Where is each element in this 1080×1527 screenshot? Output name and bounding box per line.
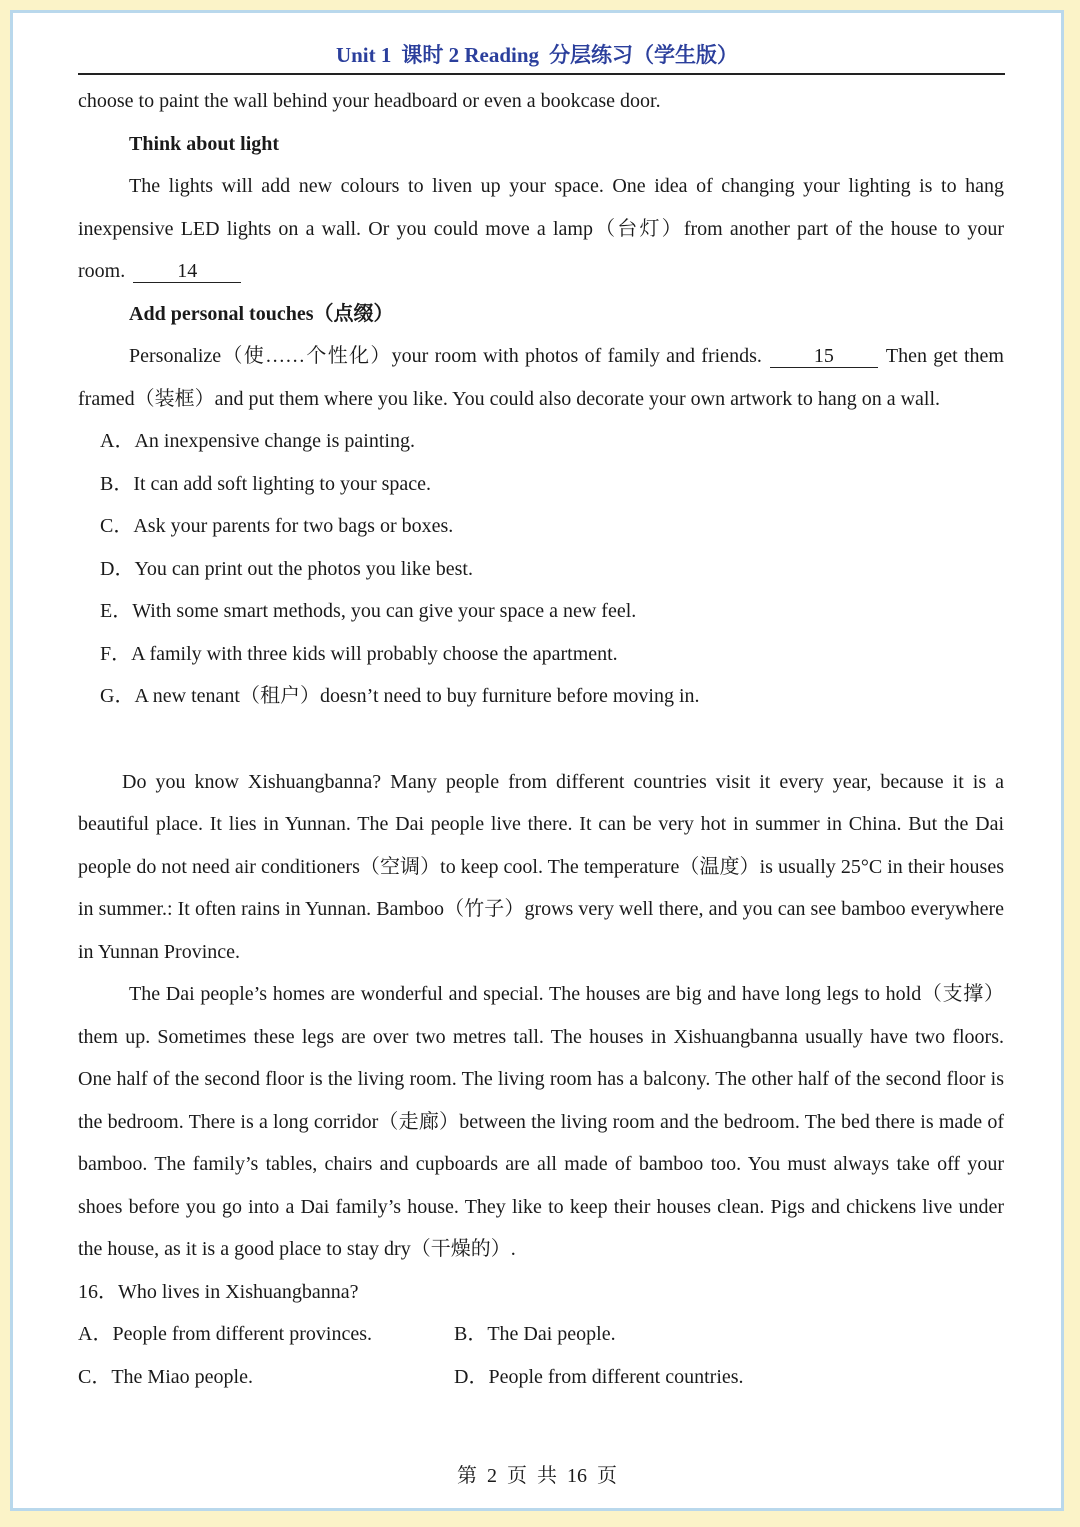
light-text: The lights will add new colours to liven up your space. One idea of changing your lighting is to hang inexpensive LED lights on a wall. Or you could move a lamp（台灯）from another part of the house to your room.: [78, 175, 1004, 282]
footer-di: 第: [457, 1465, 477, 1487]
option-text: A new tenant（租户）doesn’t need to buy furniture before moving in.: [134, 685, 700, 707]
q16-option-b[interactable]: B．The Dai people.: [454, 1323, 616, 1345]
option-letter: G．: [100, 685, 135, 707]
option-text: A family with three kids will probably choose the apartment.: [131, 642, 618, 665]
question16-options-row1: [78, 1313, 1004, 1356]
option-g: [78, 675, 1004, 718]
option-text: With some smart methods, you can give your space a new feel.: [132, 600, 637, 622]
option-letter: E．: [100, 600, 133, 622]
page-content: [78, 80, 1004, 1398]
passage1-continuation: choose to paint the wall behind your headboard or even a bookcase door.: [78, 90, 661, 112]
option-text: Ask your parents for two bags or boxes.: [133, 515, 454, 537]
option-text: It can add soft lighting to your space.: [133, 472, 432, 495]
option-text: You can print out the photos you like best.: [134, 557, 473, 580]
header-unit: Unit 1: [335, 43, 392, 67]
option-text: An inexpensive change is painting.: [134, 430, 415, 452]
document-page: [10, 10, 1064, 1511]
option-c: [78, 505, 1004, 548]
page-header: [13, 39, 1061, 69]
blank-14[interactable]: 14: [133, 260, 241, 283]
q16-option-c[interactable]: C．The Miao people.: [78, 1365, 253, 1388]
light-heading: Think about light: [129, 132, 280, 155]
passage2-paragraph2: The Dai people’s homes are wonderful and special. The houses are big and have long legs to hold（支撑）them up. Sometimes these legs are over two metres tall. The houses in Xishuangbanna usually have two floors. One half of the second floor is the living room. The living room has a balcony. The other half of the second floor is the bedroom. There is a long corridor（走廊）between the living room and the bedroom. The bed there is made of bamboo. The family’s tables, chairs and cupboards are all made of bamboo too. You must always take off your shoes before you go into a Dai family’s house. They like to keep their houses clean. Pigs and chickens live under the house, as it is a good place to stay dry（干燥的）.: [78, 983, 1004, 1260]
option-letter: C．: [100, 515, 134, 537]
option-letter: A．: [100, 430, 135, 452]
section-spacer: [78, 718, 1004, 761]
option-d: [78, 548, 1004, 591]
option-a: [78, 420, 1004, 463]
footer-page-number: 2: [487, 1465, 497, 1487]
footer-ye: 页: [597, 1465, 617, 1487]
touches-before: Personalize（使……个性化）your room with photos of family and friends.: [129, 345, 762, 367]
header-subtitle: 分层练习（学生版）: [549, 43, 739, 67]
footer-ye: 页: [507, 1465, 527, 1487]
option-letter: B．: [100, 472, 134, 495]
page-footer: [13, 1459, 1061, 1488]
options-list: [78, 420, 1004, 718]
header-lesson: 课时 2 Reading: [401, 43, 540, 67]
option-letter: D．: [100, 557, 135, 580]
touches-paragraph: [78, 335, 1004, 420]
blank-15[interactable]: 15: [770, 345, 878, 368]
q16-option-d[interactable]: D．People from different countries.: [454, 1365, 744, 1388]
header-rule: [78, 73, 1005, 75]
light-paragraph: [78, 165, 1004, 293]
option-e: [78, 590, 1004, 633]
footer-gong: 共: [537, 1465, 557, 1487]
option-b: [78, 463, 1004, 506]
footer-total-pages: 16: [567, 1465, 587, 1487]
touches-heading: Add personal touches（点缀）: [129, 302, 394, 325]
passage2-paragraph1: Do you know Xishuangbanna? Many people from different countries visit it every year, because it is a beautiful place. It lies in Yunnan. The Dai people live there. It can be very hot in summer in China. But the Dai people do not need air conditioners（空调）to keep cool. The temperature（温度）is usually 25°C in their houses in summer.: It often rains in Yunnan. Bamboo（竹子）grows very well there, and you can see bamboo everywhere in Yunnan Province.: [78, 770, 1004, 963]
question16-stem: 16．Who lives in Xishuangbanna?: [78, 1280, 359, 1303]
option-letter: F．: [100, 642, 132, 665]
option-f: [78, 633, 1004, 676]
question16-options-row2: [78, 1356, 1004, 1399]
touches-after: Then get them framed（装框）and put them where you like. You could also decorate your own artwork to hang on a wall.: [78, 345, 1004, 410]
q16-option-a[interactable]: A．People from different provinces.: [78, 1323, 372, 1345]
